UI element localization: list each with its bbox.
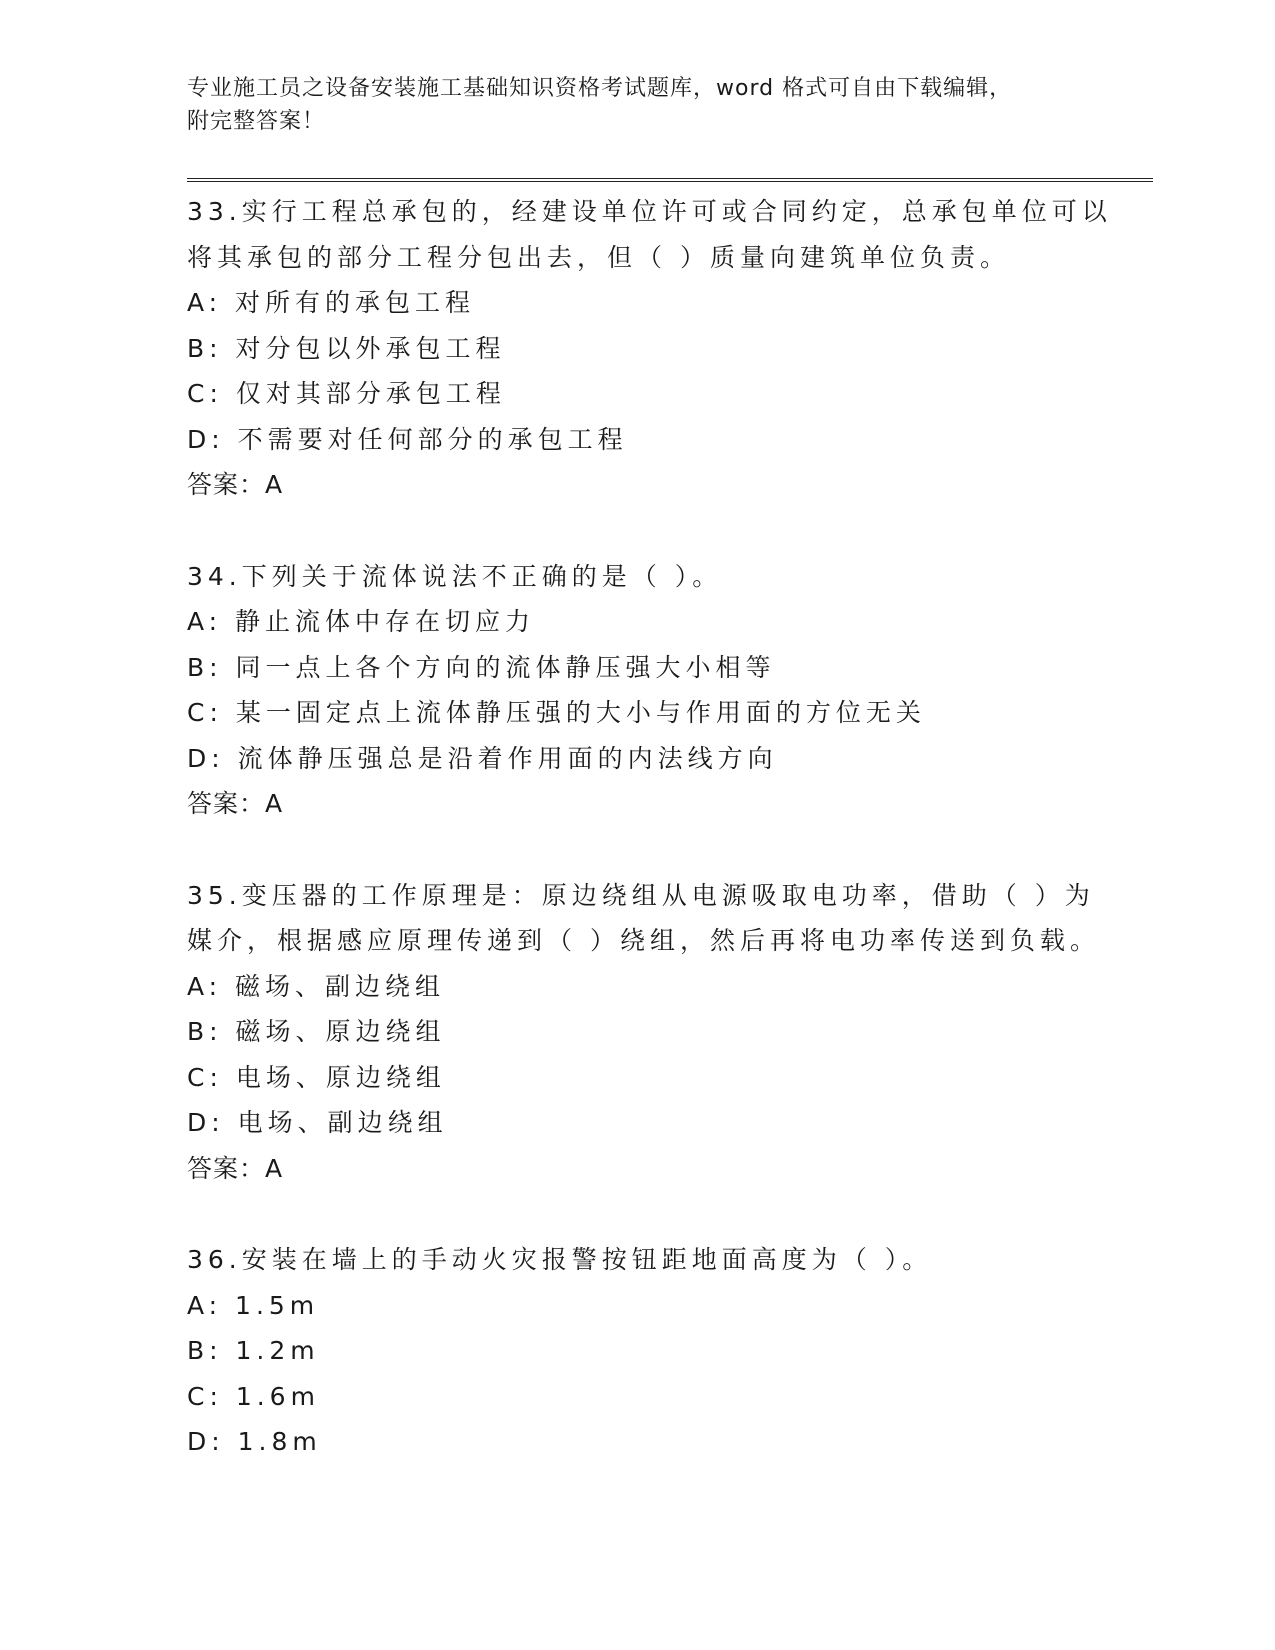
option-d: D: 电场、副边绕组 bbox=[187, 1108, 448, 1137]
question-stem: 33.实行工程总承包的，经建设单位许可或合同约定，总承包单位可以 bbox=[187, 197, 1112, 226]
header-divider bbox=[187, 178, 1153, 182]
option-b: B: 对分包以外承包工程 bbox=[187, 333, 506, 363]
option-a: A: 静止流体中存在切应力 bbox=[187, 607, 536, 636]
option-c: C: 某一固定点上流体静压强的大小与作用面的方位无关 bbox=[187, 698, 926, 727]
option-a: A: 1.5m bbox=[187, 1290, 320, 1320]
answer-label: 答案： bbox=[187, 789, 266, 818]
option-b: B: 磁场、原边绕组 bbox=[187, 1017, 446, 1046]
answer-line bbox=[187, 1146, 1147, 1192]
answer-label: 答案： bbox=[187, 1153, 266, 1183]
question-list bbox=[187, 189, 1147, 1511]
option-d: D: 不需要对任何部分的承包工程 bbox=[187, 424, 628, 454]
question-stem: 34.下列关于流体说法不正确的是（ ）。 bbox=[187, 561, 723, 591]
option-b: B: 同一点上各个方向的流体静压强大小相等 bbox=[187, 652, 776, 682]
option-c: C: 电场、原边绕组 bbox=[187, 1062, 446, 1092]
document-header bbox=[187, 72, 1087, 138]
question-33 bbox=[187, 189, 1147, 508]
option-d: D: 1.8m bbox=[187, 1427, 322, 1456]
document-page bbox=[187, 0, 1147, 1650]
header-line-1: 专业施工员之设备安装施工基础知识资格考试题库，word 格式可自由下载编辑， bbox=[187, 76, 1013, 101]
header-line-2: 附完整答案！ bbox=[187, 109, 326, 134]
answer-value: A bbox=[265, 1153, 284, 1183]
option-a: A: 磁场、副边绕组 bbox=[187, 971, 446, 1001]
option-d: D: 流体静压强总是沿着作用面的内法线方向 bbox=[187, 743, 778, 773]
question-stem: 将其承包的部分工程分包出去，但（ ）质量向建筑单位负责。 bbox=[187, 242, 1010, 272]
question-34 bbox=[187, 554, 1147, 827]
question-stem: 35.变压器的工作原理是：原边绕组从电源吸取电功率，借助（ ）为 bbox=[187, 880, 1095, 910]
option-a: A: 对所有的承包工程 bbox=[187, 288, 476, 317]
question-stem: 媒介，根据感应原理传递到（ ）绕组，然后再将电功率传送到负载。 bbox=[187, 926, 1100, 955]
answer-label: 答案： bbox=[187, 470, 266, 499]
answer-line bbox=[187, 462, 1147, 508]
question-35 bbox=[187, 873, 1147, 1192]
question-stem: 36.安装在墙上的手动火灾报警按钮距地面高度为（ ）。 bbox=[187, 1245, 933, 1274]
option-c: C: 1.6m bbox=[187, 1381, 320, 1411]
answer-value: A bbox=[265, 789, 284, 818]
option-c: C: 仅对其部分承包工程 bbox=[187, 379, 506, 408]
answer-line bbox=[187, 781, 1147, 827]
option-b: B: 1.2m bbox=[187, 1336, 320, 1365]
answer-value: A bbox=[265, 470, 284, 499]
question-36 bbox=[187, 1237, 1147, 1465]
